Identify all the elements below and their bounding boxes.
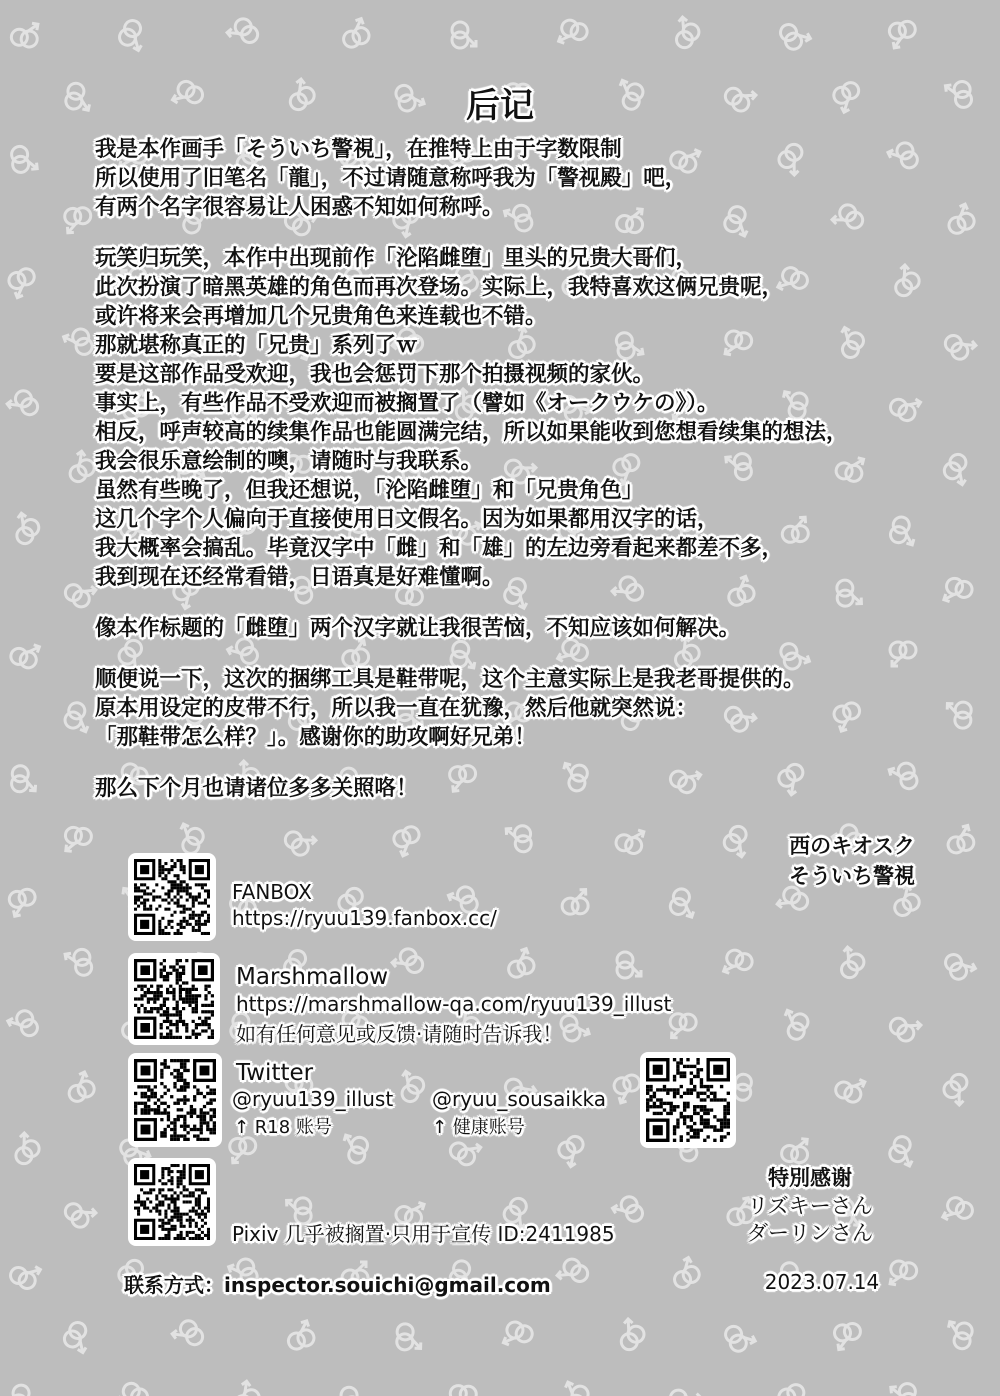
male-symbol-icon xyxy=(722,948,755,979)
twitter-r18-qr-code[interactable] xyxy=(128,1053,222,1147)
male-symbol-icon xyxy=(562,890,589,915)
date: 2023.07.14 xyxy=(764,1270,880,1294)
paragraph-gap xyxy=(95,643,975,665)
marshmallow-qr-code[interactable] xyxy=(128,953,220,1045)
fanbox-qr-code[interactable] xyxy=(128,853,216,941)
male-symbol-icon xyxy=(116,1380,151,1396)
male-symbol-icon xyxy=(504,948,537,979)
male-symbol-icon xyxy=(668,1257,703,1291)
male-symbol-icon xyxy=(888,20,918,48)
male-symbol-icon xyxy=(452,22,476,48)
male-symbol-icon xyxy=(397,1324,422,1351)
male-symbol-icon xyxy=(888,1260,918,1288)
male-symbol-icon xyxy=(941,1071,976,1106)
male-symbol-icon xyxy=(391,946,426,981)
male-symbol-icon xyxy=(391,824,425,857)
signature-circle-name: 西のキオスク xyxy=(789,834,915,858)
male-symbol-icon xyxy=(63,1071,97,1104)
afterword-line: 这几个字个人偏向于直接使用日文假名。因为如果都用汉字的话， xyxy=(95,507,719,532)
marshmallow-url-link[interactable]: https://marshmallow-qa.com/ryuu139_illust xyxy=(236,992,672,1016)
male-symbol-icon xyxy=(8,888,38,917)
contact-line xyxy=(124,1269,551,1298)
paragraph-gap xyxy=(95,752,975,774)
twitter-general-qr-code[interactable] xyxy=(640,1052,736,1148)
thanks-name-2: ダーリンさん xyxy=(747,1221,873,1245)
male-symbol-icon xyxy=(11,765,37,793)
male-symbol-icon xyxy=(506,825,532,853)
afterword-line: 玩笑归玩笑，本作中出现前作「沦陷雌堕」里头的兄贵大哥们， xyxy=(95,246,698,271)
male-symbol-icon xyxy=(9,1383,39,1396)
afterword-body xyxy=(95,135,975,803)
male-symbol-icon xyxy=(612,1318,647,1353)
male-symbol-icon xyxy=(670,1014,697,1039)
male-symbol-icon xyxy=(11,145,38,173)
male-symbol-icon xyxy=(63,327,94,360)
fanbox-label: FANBOX xyxy=(232,880,312,904)
male-symbol-icon xyxy=(9,639,42,670)
afterword-line: 原本用设定的皮带不行，所以我一直在犹豫，然后他就突然说： xyxy=(95,696,698,721)
afterword-line: 我是本作画手「そういち警視」，在推特上由于字数限制 xyxy=(95,137,622,162)
male-symbol-icon xyxy=(778,1009,810,1042)
male-symbol-icon xyxy=(65,948,93,978)
male-symbol-icon xyxy=(64,207,92,233)
paragraph-gap xyxy=(95,592,975,614)
male-symbol-icon xyxy=(556,1256,591,1291)
male-symbol-icon xyxy=(611,1194,645,1229)
male-symbol-icon xyxy=(941,1195,975,1228)
marshmallow-note: 如有任何意见或反馈·请随时告诉我！ xyxy=(236,1022,563,1046)
contact-email-link[interactable]: inspector.souichi@gmail.com xyxy=(224,1273,551,1297)
male-symbol-icon xyxy=(339,18,372,49)
male-symbol-icon xyxy=(8,1258,43,1292)
male-symbol-icon xyxy=(614,825,646,855)
male-symbol-icon xyxy=(61,1319,95,1354)
male-symbol-icon xyxy=(229,1137,257,1163)
male-symbol-icon xyxy=(778,18,812,53)
afterword-line: 「那鞋带怎么样？」。感谢你的助攻啊好兄弟！ xyxy=(95,725,536,750)
male-symbol-icon xyxy=(556,1133,591,1167)
male-symbol-icon xyxy=(617,952,641,978)
male-symbol-icon xyxy=(173,822,206,856)
twitter-account-general-link[interactable]: @ryuu_sousaikka xyxy=(432,1087,607,1111)
male-symbol-icon xyxy=(7,1008,40,1042)
afterword-line: 要是这部作品受欢迎，我也会惩罚下那个拍摄视频的家伙。 xyxy=(95,362,655,387)
male-symbol-icon xyxy=(62,450,97,485)
afterword-line: 所以使用了旧笔名「龍」，不过请随意称呼我为「警视殿」吧， xyxy=(95,166,687,191)
male-symbol-icon xyxy=(667,1381,702,1396)
afterword-line: 我会很乐意绘制的噢，请随时与我联系。 xyxy=(95,449,483,474)
male-symbol-icon xyxy=(7,512,42,547)
male-symbol-icon xyxy=(284,1320,316,1351)
male-symbol-icon xyxy=(62,575,97,610)
afterword-line: 相反，呼声较高的续集作品也能圆满完结，所以如果能收到您想看续集的想法， xyxy=(95,420,848,445)
male-symbol-icon xyxy=(944,825,975,855)
male-symbol-icon xyxy=(227,1380,262,1396)
male-symbol-icon xyxy=(558,1380,591,1396)
male-symbol-icon xyxy=(64,827,92,854)
twitter-account-general-note: ↑ 健康账号 xyxy=(432,1117,525,1138)
afterword-line: 此次扮演了暗黑英雄的角色而再次登场。实际上，我特喜欢这俩兄贵呢， xyxy=(95,275,784,300)
male-symbol-icon xyxy=(891,1383,918,1396)
male-symbol-icon xyxy=(833,1322,862,1349)
afterword-line: 有两个名字很容易让人困惑不知如何称呼。 xyxy=(95,195,504,220)
male-symbol-icon xyxy=(6,388,41,423)
twitter-account-r18-note: ↑ R18 账号 xyxy=(234,1117,332,1138)
male-symbol-icon xyxy=(945,1320,974,1350)
afterword-line: 事实上，有些作品不受欢迎而被搁置了（譬如《オークウケの》）。 xyxy=(95,391,719,416)
male-symbol-icon xyxy=(117,18,151,53)
pixiv-info: Pixiv 几乎被搁置·只用于宣传 ID:2411985 xyxy=(232,1222,615,1246)
male-symbol-icon xyxy=(557,18,590,49)
twitter-account-r18-link[interactable]: @ryuu139_illust xyxy=(232,1087,394,1111)
twitter-label: Twitter xyxy=(236,1060,314,1086)
marshmallow-label: Marshmallow xyxy=(236,964,389,990)
male-symbol-icon xyxy=(721,823,756,858)
thanks-heading: 特別感谢 xyxy=(768,1166,852,1190)
male-symbol-icon xyxy=(776,1382,810,1396)
male-symbol-icon xyxy=(781,1137,809,1164)
pixiv-qr-code[interactable] xyxy=(128,1158,216,1246)
male-symbol-icon xyxy=(723,1320,756,1354)
afterword-line: 我大概率会搞乱。毕竟汉字中「雌」和「雄」的左边旁看起来都差不多， xyxy=(95,536,784,561)
thanks-name-1: リズキーさん xyxy=(747,1194,873,1218)
male-symbol-icon xyxy=(226,16,261,51)
male-symbol-icon xyxy=(833,1072,867,1105)
afterword-line: 虽然有些晚了，但我还想说，「沦陷雌堕」和「兄贵角色」 xyxy=(95,478,644,503)
male-symbol-icon xyxy=(7,266,40,298)
male-symbol-icon xyxy=(668,887,699,919)
male-symbol-icon xyxy=(10,20,40,48)
afterword-line: 顺便说一下，这次的捆绑工具是鞋带呢，这个主意实际上是我老哥提供的。 xyxy=(95,667,805,692)
fanbox-url-link[interactable]: https://ryuu139.fanbox.cc/ xyxy=(232,906,497,930)
afterword-line: 那就堪称真正的「兄贵」系列了ｗ xyxy=(95,333,418,358)
male-symbol-icon xyxy=(282,823,317,858)
page-title: 后记 xyxy=(466,86,534,126)
male-symbol-icon xyxy=(943,948,977,983)
signature-author-name: そういち警視 xyxy=(789,864,915,888)
afterword-line: 那么下个月也请诸位多多关照咯！ xyxy=(95,776,418,801)
male-symbol-icon xyxy=(832,946,867,981)
afterword-line: 像本作标题的「雌堕」两个汉字就让我很苦恼，不知应该如何解决。 xyxy=(95,616,741,641)
male-symbol-icon xyxy=(667,16,702,51)
male-symbol-icon xyxy=(339,1383,369,1396)
afterword-line: 我到现在还经常看错，日语真是好难懂啊。 xyxy=(95,565,504,590)
male-symbol-icon xyxy=(887,1134,920,1168)
male-symbol-icon xyxy=(171,1318,206,1353)
male-symbol-icon xyxy=(339,1133,369,1165)
male-symbol-icon xyxy=(449,1385,477,1396)
male-symbol-icon xyxy=(392,1070,426,1105)
male-symbol-icon xyxy=(887,1009,922,1044)
male-symbol-icon xyxy=(62,1195,97,1230)
male-symbol-icon xyxy=(502,1320,535,1352)
afterword-line: 或许将来会再增加几个兄贵角色来连载也不错。 xyxy=(95,304,547,329)
male-symbol-icon xyxy=(63,700,95,733)
male-symbol-icon xyxy=(7,1132,42,1167)
contact-label: 联系方式： xyxy=(124,1273,224,1297)
paragraph-gap xyxy=(95,222,975,244)
